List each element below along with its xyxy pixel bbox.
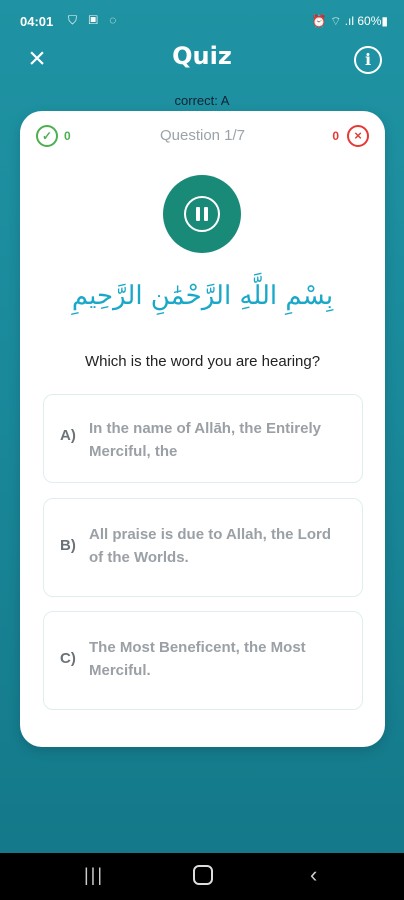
question-progress: Question 1/7 (159, 127, 246, 144)
correct-count: 0 (64, 129, 71, 143)
x-circle-icon: × (347, 125, 369, 147)
pause-button[interactable] (163, 175, 241, 253)
option-b[interactable] (43, 498, 363, 597)
option-letter: B) (60, 537, 76, 554)
option-letter: A) (60, 427, 76, 444)
option-a[interactable] (43, 394, 363, 483)
info-icon[interactable]: i (354, 46, 382, 74)
wrong-score (332, 125, 369, 147)
system-nav-bar (0, 853, 404, 900)
back-icon[interactable]: ‹ (310, 862, 318, 887)
home-icon[interactable] (193, 865, 213, 885)
quiz-card (20, 111, 385, 747)
option-text: In the name of Allāh, the Entirely Merciful, the (89, 420, 321, 460)
system-icons: ⏰ ⌔ .ıl 60%▮ (311, 14, 388, 28)
arabic-verse: بِسْمِ اللَّهِ الرَّحْمَٰنِ الرَّحِيمِ (71, 281, 334, 311)
option-c[interactable] (43, 611, 363, 710)
option-text: The Most Beneficent, the Most Merciful. (89, 639, 306, 679)
recents-icon[interactable]: ||| (84, 865, 105, 885)
question-text: Which is the word you are hearing? (84, 353, 321, 370)
wrong-count: 0 (332, 129, 339, 143)
notification-icons: ⛉ ▣ ◌ (68, 13, 121, 27)
status-time: 04:01 (20, 14, 54, 29)
page-title: Quiz (172, 42, 232, 70)
option-text: All praise is due to Allah, the Lord of the Worlds. (89, 526, 331, 566)
check-circle-icon: ✓ (36, 125, 58, 147)
pause-icon (184, 196, 220, 232)
close-icon[interactable]: × (28, 42, 46, 75)
app-bar (0, 40, 404, 84)
option-letter: C) (60, 650, 76, 667)
status-bar (0, 0, 404, 40)
answer-hint: correct: A (174, 93, 230, 108)
